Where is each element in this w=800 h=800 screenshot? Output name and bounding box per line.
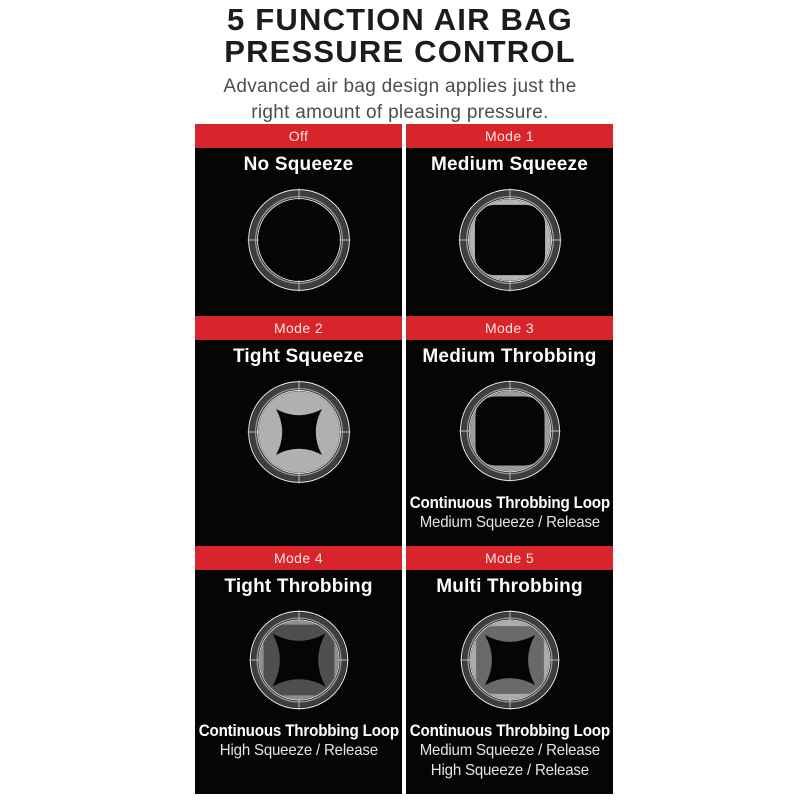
mode-header-label: Mode 2 — [273, 320, 324, 336]
mode-header-mode-1 — [406, 124, 613, 148]
mode-header-label: Mode 5 — [484, 550, 535, 566]
panel-mode-1 — [406, 124, 613, 316]
airbag-inner-ring — [257, 199, 340, 282]
panel-label: Medium Squeeze — [431, 154, 588, 175]
panel-label: Multi Throbbing — [436, 576, 583, 597]
panel-mode-4 — [195, 546, 402, 794]
header — [0, 4, 800, 126]
mode-header-mode-4 — [195, 546, 402, 570]
loop-line: High Squeeze / Release — [219, 742, 378, 759]
loop-line: High Squeeze / Release — [430, 762, 589, 779]
panel-label: Tight Squeeze — [232, 346, 365, 367]
airbag-tick-marks — [247, 189, 350, 292]
airbag-opening — [475, 397, 544, 466]
loop-label: Continuous Throbbing Loop — [198, 722, 399, 740]
airbag-band-inner-edge — [255, 197, 342, 284]
panel-mode-5 — [406, 546, 613, 794]
loop-description — [401, 493, 619, 533]
mode-header-mode-2 — [195, 316, 402, 340]
mode-header-mode-5 — [406, 546, 613, 570]
airbag-layers — [476, 626, 544, 694]
mode-grid — [195, 124, 613, 794]
page-title — [0, 4, 800, 68]
loop-description — [401, 721, 619, 781]
loop-line: Medium Squeeze / Release — [419, 742, 600, 759]
mode-header-mode-3 — [406, 316, 613, 340]
no-squeeze-icon — [238, 179, 360, 301]
medium-squeeze-icon — [449, 179, 571, 301]
airbag-opening — [276, 409, 322, 455]
subtitle-line-2: right amount of pleasing pressure. — [251, 102, 549, 123]
panel-label: No Squeeze — [243, 154, 354, 175]
medium-throbbing-icon — [450, 371, 570, 491]
mode-header-label: Mode 3 — [484, 320, 535, 336]
airbag-band — [252, 193, 345, 286]
panel-body-mode-1 — [406, 148, 613, 316]
tight-throbbing-icon — [240, 601, 358, 719]
mode-header-label: Mode 1 — [484, 128, 535, 144]
panel-body-mode-4 — [195, 570, 402, 794]
panel-mode-3 — [406, 316, 613, 546]
title-line-1: 5 FUNCTION AIR BAG — [227, 2, 573, 37]
airbag-opening — [272, 633, 325, 686]
panel-body-mode-3 — [406, 340, 613, 546]
airbag-outer-ring — [248, 190, 349, 291]
panel-body-mode-2 — [195, 340, 402, 546]
tight-squeeze-icon — [238, 371, 360, 493]
mode-header-label: Mode 4 — [273, 550, 324, 566]
loop-line: Medium Squeeze / Release — [419, 514, 600, 531]
panel-off — [195, 124, 402, 316]
panel-body-mode-5 — [406, 570, 613, 794]
mode-header-off — [195, 124, 402, 148]
panel-body-off — [195, 148, 402, 316]
panel-mode-2 — [195, 316, 402, 546]
loop-label: Continuous Throbbing Loop — [409, 494, 610, 512]
subtitle — [0, 74, 800, 126]
airbag-layers — [263, 625, 334, 696]
loop-description — [190, 721, 408, 761]
panel-label: Medium Throbbing — [422, 346, 597, 367]
title-line-2: PRESSURE CONTROL — [224, 34, 576, 69]
subtitle-line-1: Advanced air bag design applies just the — [223, 76, 577, 97]
mode-header-label: Off — [288, 128, 309, 144]
panel-label: Tight Throbbing — [224, 576, 373, 597]
airbag-opening — [474, 205, 544, 275]
multi-throbbing-icon — [451, 601, 569, 719]
loop-label: Continuous Throbbing Loop — [409, 722, 610, 740]
airbag-opening — [484, 635, 534, 685]
